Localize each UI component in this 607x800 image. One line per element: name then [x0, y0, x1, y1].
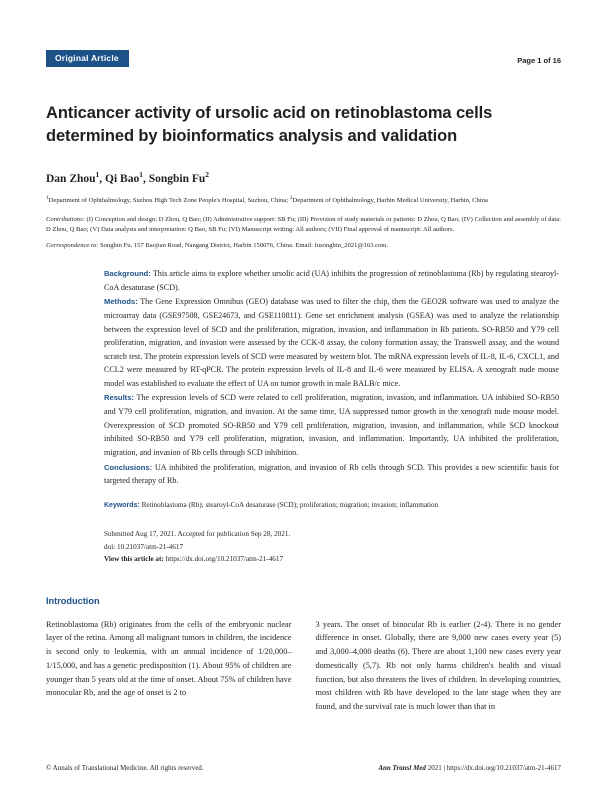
- contributions: [46, 215, 561, 237]
- abstract-results-text: The expression levels of SCD were related to cell proliferation, migration, invasion, and inflammation. UA inhibited SO-RB50 and Y79 cell proliferation, migration, and invasion. At the same time, UA suppressed tumor growth in the xenograft nude mouse model. Overexpression of SCD promoted SO-RB50 and Y79 cell proliferation, migration, invasion, and inflammation, while SCD knockout inhibited SO-RB50 and Y79 cell proliferation, migration, invasion, and inflammation. Importantly, UA inhibited the proliferation, migration, and invasion of Rb cells through SCD inhibition.: [104, 393, 559, 458]
- abstract-conclusions: [104, 461, 559, 488]
- affiliation-text-2: Department of Ophthalmology, Harbin Medical University, Harbin, China: [292, 196, 488, 204]
- submitted-line: Submitted Aug 17, 2021. Accepted for publication Sep 28, 2021.: [104, 530, 291, 539]
- introduction-columns: [46, 618, 561, 714]
- author-name-1: Dan Zhou: [46, 172, 96, 185]
- article-type-badge: Original Article: [46, 50, 129, 67]
- view-article-url[interactable]: https://dx.doi.org/10.21037/atm-21-4617: [163, 555, 284, 564]
- abstract-methods: [104, 295, 559, 390]
- section-heading-introduction: Introduction: [46, 595, 100, 606]
- contributions-label: Contributions:: [46, 215, 85, 223]
- introduction-column-right: [316, 618, 562, 714]
- footer-citation-rest: 2021 | https://dx.doi.org/10.21037/atm-21-4617: [425, 764, 561, 772]
- author-name-2: , Qi Bao: [99, 172, 140, 185]
- introduction-column-left: [46, 618, 292, 714]
- abstract-keywords: [104, 500, 559, 512]
- author-affil-marker-1: 1: [95, 169, 100, 179]
- affiliation-marker-1: 1: [46, 194, 49, 201]
- publication-info: [104, 528, 559, 565]
- article-title: Anticancer activity of ursolic acid on retinoblastoma cells determined by bioinformatics analysis and validation: [46, 104, 493, 146]
- contributions-text: (I) Conception and design: D Zhou, Q Bao; (II) Administrative support: SB Fu; (III) Provision of study materials or patients: D Zhou, Q Bao; (IV) Collection and assembly of data: D Zhou, Q Bao; (V) Data analysis and interpretation: Q Bao, SB Fu; (VI) Manuscript writing: All authors; (VII) Final approval of manuscript: All authors.: [46, 215, 561, 234]
- footer-copyright: © Annals of Translational Medicine. All rights reserved.: [46, 764, 204, 772]
- abstract-conclusions-text: UA inhibited the proliferation, migration, and invasion of Rb cells through SCD. This provides a new scientific basis for targeted therapy of Rb.: [104, 462, 559, 486]
- author-affil-marker-2: 1: [139, 169, 143, 179]
- abstract-background-text: This article aims to explore whether ursolic acid (UA) inhibits the progression of retinoblastoma (Rb) by regulating stearoyl-CoA desaturase (SCD).: [104, 268, 559, 292]
- doi-line: doi: 10.21037/atm-21-4617: [104, 542, 184, 551]
- abstract-results: [104, 391, 559, 459]
- page-footer: [46, 764, 561, 772]
- abstract-results-label: Results:: [104, 393, 134, 403]
- author-affil-marker-3: 2: [205, 169, 210, 179]
- abstract-methods-label: Methods:: [104, 297, 138, 307]
- abstract-keywords-text: Retinoblastoma (Rb); stearoyl-CoA desaturase (SCD); proliferation; migration; invasion; inflammation: [139, 500, 439, 509]
- correspondence-label: Correspondence to:: [46, 242, 99, 250]
- abstract-background-label: Background:: [104, 268, 151, 278]
- author-list: [46, 170, 561, 185]
- abstract-background: [104, 267, 559, 294]
- introduction-paragraph-right: 3 years. The onset of binocular Rb is earlier (2-4). There is no gender difference in onset. Globally, there are 9,000 new cases every year (5) and 3,000–4,000 deaths (6). There are about 1,100 new cases every year domestically (5,7). Rb not only harms children's health and visual function, but also threatens the lives of children. In developing countries, most children with Rb have developed to the late stage when they are found, and the survival rate is much lower than that in: [315, 619, 561, 712]
- page-header: [46, 50, 561, 90]
- abstract-methods-text: The Gene Expression Omnibus (GEO) database was used to filter the chip, then the GEO2R software was used to analyze the microarray data (GSE97508, GSE24673, and GSE110811). Gene set enrichment analysis (GSEA) was used to analyze the relationship between the expression level of SCD and the proliferation, migration, invasion, and inflammation in Rb patients. SO-RB50 and Y79 cell proliferation, migration, and invasion were assessed by the CCK-8 assay, the colony formation assay, the Transwell assay, and the wound scratch test. The protein expression levels of SCD were measured by western blot. The mRNA expression levels of IL-8, IL-6, CXCL1, and CCL2 were measured by RT-qPCR. The protein expression levels of IL-8 and IL-6 were measured by ELISA. A xenograft nude mouse model was established to evaluate the effect of UA on tumor growth in male BALB/c mice.: [104, 297, 559, 388]
- abstract-block: [104, 267, 559, 566]
- page-indicator: Page 1 of 16: [517, 56, 561, 65]
- introduction-paragraph-left: Retinoblastoma (Rb) originates from the cells of the embryonic nuclear layer of the retina. Among all malignant tumors in children, the incidence is second only to leukemia, with an annual incidence of 1/20,000–1/15,000, and has a genetic predisposition (1). About 95% of children are younger than 5 years old at the time of onset. About 75% of children have monocular Rb, and the age of onset is 2 to: [46, 619, 292, 698]
- footer-citation: [378, 764, 561, 772]
- view-article-label: View this article at:: [104, 555, 164, 564]
- view-article-line: [104, 553, 559, 565]
- affiliations: [46, 194, 561, 207]
- abstract-keywords-label: Keywords:: [104, 501, 140, 509]
- affiliation-text-1: Department of Ophthalmology, Suzhou High Tech Zone People's Hospital, Suzhou, China;: [48, 196, 290, 204]
- abstract-conclusions-label: Conclusions:: [104, 462, 153, 472]
- correspondence: [46, 241, 561, 252]
- author-name-3: , Songbin Fu: [142, 172, 206, 185]
- affiliation-marker-2: 2: [289, 194, 293, 201]
- correspondence-text: Songbin Fu. 157 Baojian Road, Nangang District, Harbin 150076, China. Email: fusongbin_2021@163.com.: [98, 242, 389, 250]
- footer-journal-abbrev: Ann Transl Med: [378, 764, 426, 772]
